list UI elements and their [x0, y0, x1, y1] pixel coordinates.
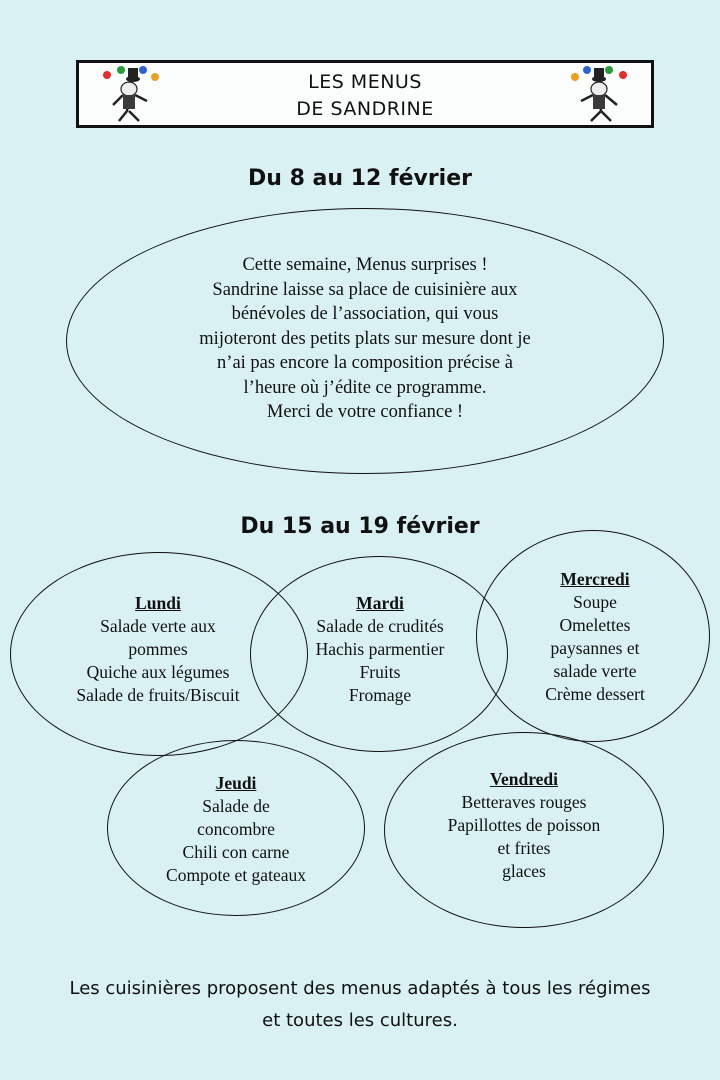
day-name: Mercredi — [560, 569, 630, 589]
menu-item: Salade verte aux — [100, 616, 216, 636]
menu-item: glaces — [502, 861, 546, 881]
menu-item: Soupe — [573, 592, 617, 612]
menu-item: Papillottes de poisson — [447, 815, 601, 835]
footer-line-1: Les cuisinières proposent des menus adaptés à tous les régimes — [69, 978, 651, 999]
footer-note — [0, 973, 720, 1037]
message-line: l’heure où j’édite ce programme. — [243, 377, 487, 398]
message-line: mijoteront des petits plats sur mesure dont je — [199, 328, 531, 349]
menu-item: Betteraves rouges — [461, 792, 587, 812]
menu-item: pommes — [128, 639, 188, 659]
menu-item: et frites — [497, 838, 551, 858]
page-title — [79, 69, 651, 123]
menu-item: Quiche aux légumes — [86, 662, 230, 682]
menu-item: Salade de fruits/Biscuit — [76, 685, 240, 705]
menu-item: Fruits — [359, 662, 401, 682]
menu-item: Compote et gateaux — [166, 865, 306, 885]
title-line-2: DE SANDRINE — [296, 98, 434, 120]
footer-line-2: et toutes les cultures. — [262, 1010, 458, 1031]
menu-item: Hachis parmentier — [315, 639, 445, 659]
menu-item: Omelettes — [559, 615, 631, 635]
message-line: bénévoles de l’association, qui vous — [231, 304, 499, 324]
menu-item: Salade de crudités — [316, 616, 444, 636]
menu-item: Chili con carne — [182, 842, 290, 862]
week-1-message — [66, 253, 664, 425]
menu-item: Crème dessert — [545, 684, 645, 704]
mardi-menu — [276, 592, 484, 707]
message-line: Sandrine laisse sa place de cuisinière aux — [212, 279, 518, 300]
day-name: Mardi — [356, 593, 404, 613]
menu-item: Fromage — [348, 685, 412, 705]
menu-item: paysannes et — [550, 638, 640, 658]
week-1-heading: Du 8 au 12 février — [248, 166, 472, 191]
vendredi-menu — [410, 768, 638, 883]
day-name: Jeudi — [215, 773, 257, 793]
message-line: Merci de votre confiance ! — [266, 402, 464, 422]
jeudi-menu — [130, 772, 342, 887]
menu-item: Salade de — [202, 796, 270, 816]
juggling-rabbit-icon — [567, 65, 631, 125]
message-line: Cette semaine, Menus surprises ! — [242, 255, 488, 275]
header-banner — [76, 60, 654, 128]
mercredi-menu — [500, 568, 690, 706]
week-2-heading: Du 15 au 19 février — [240, 514, 480, 539]
day-name: Vendredi — [489, 769, 559, 789]
message-line: n’ai pas encore la composition précise à — [217, 353, 513, 373]
menu-item: salade verte — [553, 661, 637, 681]
menu-item: concombre — [197, 819, 275, 839]
title-line-1: LES MENUS — [308, 71, 422, 93]
day-name: Lundi — [135, 593, 181, 613]
lundi-menu — [40, 592, 276, 707]
